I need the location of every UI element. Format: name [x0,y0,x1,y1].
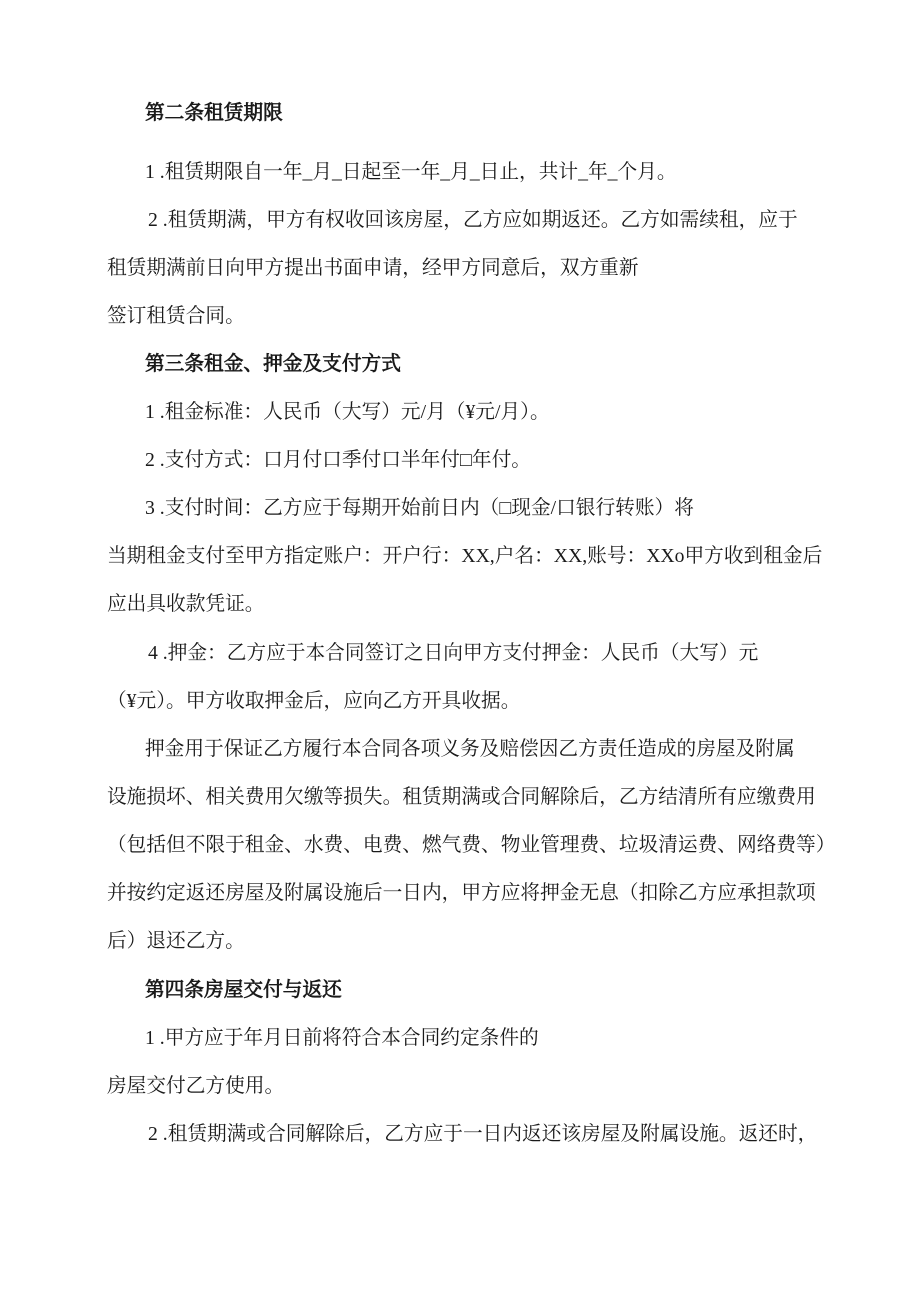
article-3-heading: 第三条租金、押金及支付方式 [145,352,401,375]
article-4-clause-1-continued: 房屋交付乙方使用。 [107,1075,285,1097]
article-4-clause-2: 2 .租赁期满或合同解除后，乙方应于一日内返还该房屋及附属设施。返还时， [148,1123,818,1145]
article-3-clause-3: 3 .支付时间：乙方应于每期开始前日内（□现金/口银行转账）将 [145,497,694,519]
article-3-clause-4: 4 .押金：乙方应于本合同签订之日向甲方支付押金：人民币（大写）元 [148,642,759,664]
article-3-clause-4-continued: （¥元）。甲方收取押金后，应向乙方开具收据。 [107,690,521,712]
article-3-clause-3-continued: 应出具收款凭证。 [107,593,265,615]
article-4-clause-1: 1 .甲方应于年月日前将符合本合同约定条件的 [145,1027,539,1049]
article-2-clause-2: 2 .租赁期满，甲方有权收回该房屋，乙方应如期返还。乙方如需续租，应于 [148,209,798,231]
article-3-deposit-paragraph-continued: 后）退还乙方。 [107,930,245,952]
article-3-clause-1: 1 .租金标准：人民币（大写）元/月（¥元/月）。 [145,401,550,423]
article-3-deposit-paragraph-continued: 并按约定返还房屋及附属设施后一日内，甲方应将押金无息（扣除乙方应承担款项 [107,882,816,904]
article-4-heading: 第四条房屋交付与返还 [145,978,342,1001]
article-2-heading: 第二条租赁期限 [145,101,283,124]
article-3-deposit-paragraph-continued: 设施损坏、相关费用欠缴等损失。租赁期满或合同解除后，乙方结清所有应缴费用 [107,786,816,808]
article-3-clause-2: 2 .支付方式：口月付口季付口半年付□年付。 [145,449,531,471]
article-2-clause-1: 1 .租赁期限自一年_月_日起至一年_月_日止，共计_年_个月。 [145,161,677,183]
article-3-deposit-paragraph: 押金用于保证乙方履行本合同各项义务及赔偿因乙方责任造成的房屋及附属 [145,738,795,760]
article-3-deposit-paragraph-continued: （包括但不限于租金、水费、电费、燃气费、物业管理费、垃圾清运费、网络费等） [107,834,836,856]
article-2-clause-2-continued: 签订租赁合同。 [107,305,245,327]
article-3-clause-3-continued: 当期租金支付至甲方指定账户：开户行：XX,户名：XX,账号：XXo甲方收到租金后 [107,545,823,567]
article-2-clause-2-continued: 租赁期满前日向甲方提出书面申请，经甲方同意后，双方重新 [107,257,639,279]
